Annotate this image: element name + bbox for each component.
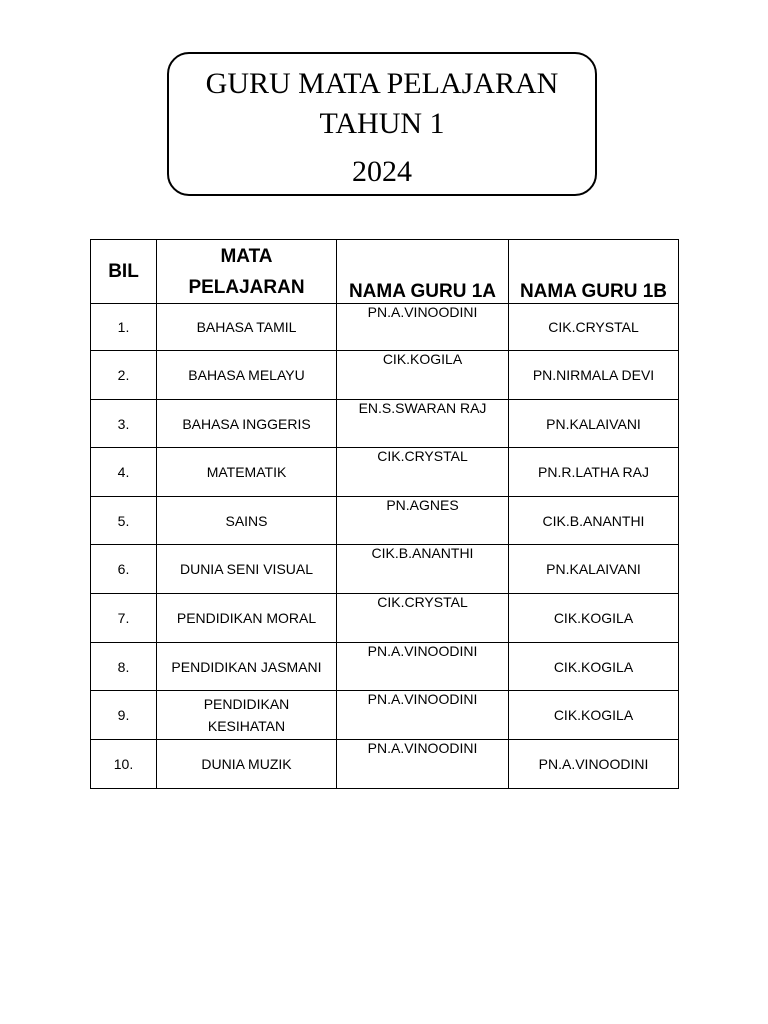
row-number: 4. xyxy=(91,448,157,497)
row-subject xyxy=(157,400,337,448)
row-guru-1a: CIK.B.ANANTHI xyxy=(337,545,509,594)
table-row xyxy=(91,448,679,497)
row-guru-1a: PN.AGNES xyxy=(337,497,509,545)
header-guru-1b: NAMA GURU 1B xyxy=(509,240,679,304)
row-subject-label: PENDIDIKAN JASMANI xyxy=(171,658,322,675)
row-subject xyxy=(157,497,337,545)
row-guru-1b: PN.NIRMALA DEVI xyxy=(509,351,679,400)
row-guru-1b: CIK.KOGILA xyxy=(509,691,679,740)
row-number: 7. xyxy=(91,594,157,643)
row-guru-1a: CIK.CRYSTAL xyxy=(337,448,509,497)
header-bil: BIL xyxy=(91,240,157,304)
table-row xyxy=(91,497,679,545)
title-line-1: GURU MATA PELAJARAN xyxy=(205,67,559,100)
row-subject-label: DUNIA MUZIK xyxy=(201,756,292,772)
row-guru-1a: PN.A.VINOODINI xyxy=(337,304,509,351)
row-guru-1b: CIK.B.ANANTHI xyxy=(509,497,679,545)
row-guru-1a: PN.A.VINOODINI xyxy=(337,740,509,789)
row-subject-label: MATEMATIK xyxy=(206,464,287,480)
row-subject-label: BAHASA MELAYU xyxy=(188,367,305,383)
row-guru-1b: PN.KALAIVANI xyxy=(509,545,679,594)
row-subject-label: PENDIDIKAN xyxy=(203,696,290,712)
row-subject xyxy=(157,448,337,497)
row-subject-label: BAHASA TAMIL xyxy=(196,319,297,335)
row-guru-1a: EN.S.SWARAN RAJ xyxy=(337,400,509,448)
title-line-2: TAHUN 1 xyxy=(319,107,445,140)
row-guru-1a: CIK.CRYSTAL xyxy=(337,594,509,643)
row-number: 6. xyxy=(91,545,157,594)
row-number: 8. xyxy=(91,643,157,691)
row-subject-label: BAHASA INGGERIS xyxy=(182,415,311,432)
header-mata-pelajaran xyxy=(157,240,337,304)
row-guru-1b: PN.KALAIVANI xyxy=(509,400,679,448)
row-subject-label: PENDIDIKAN MORAL xyxy=(176,610,317,626)
row-subject xyxy=(157,304,337,351)
row-subject xyxy=(157,740,337,789)
title-box xyxy=(167,52,597,196)
teacher-table xyxy=(90,239,679,789)
table-row xyxy=(91,594,679,643)
table-row xyxy=(91,351,679,400)
row-subject xyxy=(157,351,337,400)
table-row xyxy=(91,643,679,691)
row-guru-1b: CIK.CRYSTAL xyxy=(509,304,679,351)
row-subject-label: DUNIA SENI VISUAL xyxy=(179,561,314,577)
header-mata-pelajaran-line2: PELAJARAN xyxy=(188,276,305,298)
row-subject xyxy=(157,545,337,594)
row-number: 2. xyxy=(91,351,157,400)
row-number: 1. xyxy=(91,304,157,351)
row-number: 10. xyxy=(91,740,157,789)
row-guru-1a: PN.A.VINOODINI xyxy=(337,643,509,691)
header-guru-1a: NAMA GURU 1A xyxy=(337,240,509,304)
table-row xyxy=(91,545,679,594)
table-row xyxy=(91,304,679,351)
row-guru-1b: PN.R.LATHA RAJ xyxy=(509,448,679,497)
row-guru-1b: CIK.KOGILA xyxy=(509,594,679,643)
row-guru-1b: CIK.KOGILA xyxy=(509,643,679,691)
header-mata-pelajaran-line1: MATA xyxy=(220,245,273,267)
table-row xyxy=(91,740,679,789)
table-row xyxy=(91,691,679,740)
row-guru-1a: PN.A.VINOODINI xyxy=(337,691,509,740)
row-number: 9. xyxy=(91,691,157,740)
row-number: 5. xyxy=(91,497,157,545)
row-guru-1b: PN.A.VINOODINI xyxy=(509,740,679,789)
table-row xyxy=(91,400,679,448)
row-subject-label: SAINS xyxy=(225,512,268,529)
title-year: 2024 xyxy=(352,155,412,188)
row-guru-1a: CIK.KOGILA xyxy=(337,351,509,400)
row-subject xyxy=(157,643,337,691)
row-number: 3. xyxy=(91,400,157,448)
row-subject-label-line2: KESIHATAN xyxy=(207,718,286,734)
table-header-row xyxy=(91,240,679,304)
row-subject xyxy=(157,594,337,643)
row-subject xyxy=(157,691,337,740)
